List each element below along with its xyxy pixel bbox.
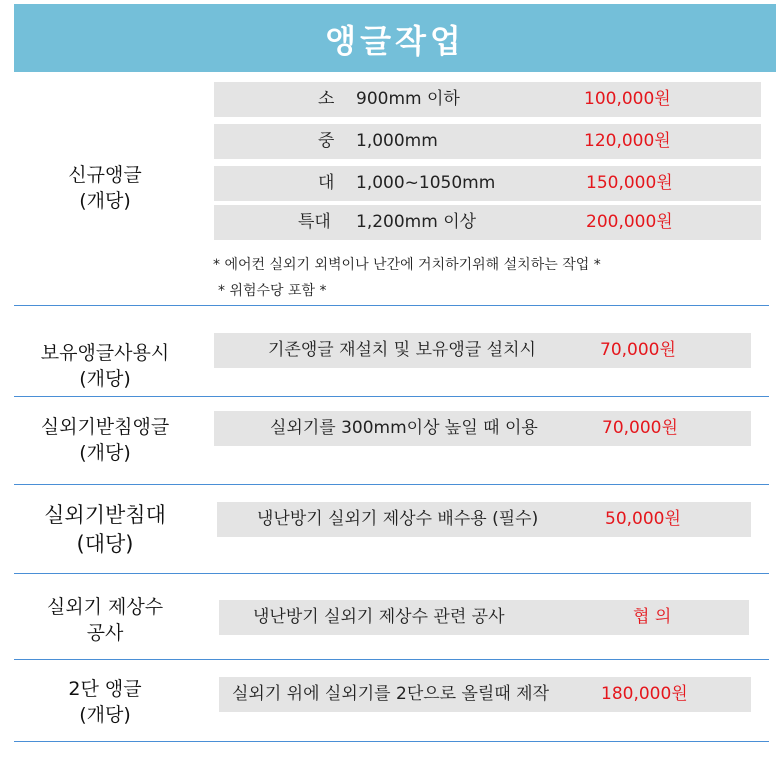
defrost-work-label-line2: 공사	[86, 622, 124, 644]
outdoor-stand-row	[217, 502, 751, 537]
price-value: 120,000원	[584, 131, 671, 151]
title-banner	[14, 4, 776, 72]
existing-angle-label-line1: 보유앵글사용시	[40, 342, 170, 364]
hazard-note: * 위험수당 포함 *	[218, 283, 327, 299]
price-value: 70,000원	[600, 340, 676, 360]
item-desc: 기존앵글 재설치 및 보유앵글 설치시	[268, 340, 536, 360]
divider-6	[14, 741, 769, 742]
existing-angle-label-line2: (개당)	[79, 368, 131, 390]
price-row-large	[214, 166, 761, 201]
outdoor-stand-angle-label	[30, 414, 180, 466]
divider-5	[14, 659, 769, 660]
outdoor-stand-label-line1: 실외기받침대	[44, 503, 166, 527]
price-row-small	[214, 82, 761, 117]
price-value: 150,000원	[586, 173, 673, 193]
item-desc: 실외기 위에 실외기를 2단으로 올릴때 제작	[232, 684, 550, 704]
page-title: 앵글작업	[325, 22, 465, 60]
install-note: * 에어컨 실외기 외벽이나 난간에 거치하기위해 설치하는 작업 *	[213, 257, 601, 273]
two-tier-angle-label-line2: (개당)	[79, 704, 131, 726]
size-desc: 1,200mm 이상	[356, 212, 477, 232]
outdoor-stand-label-line2: (대당)	[76, 532, 134, 556]
item-desc: 실외기를 300mm이상 높일 때 이용	[270, 418, 538, 438]
divider-2	[14, 396, 769, 397]
new-angle-label	[40, 162, 170, 214]
new-angle-label-line1: 신규앵글	[68, 164, 142, 186]
price-row-extra-large	[214, 205, 761, 240]
new-angle-label-line2: (개당)	[79, 190, 131, 212]
divider-1	[14, 305, 769, 306]
size-label: 소	[318, 89, 335, 109]
price-value: 200,000원	[586, 212, 673, 232]
existing-angle-label	[30, 340, 180, 392]
two-tier-angle-row	[219, 677, 751, 712]
price-value: 180,000원	[601, 684, 688, 704]
size-label: 특대	[298, 212, 331, 232]
divider-4	[14, 573, 769, 574]
divider-3	[14, 484, 769, 485]
price-value: 50,000원	[605, 509, 681, 529]
price-value: 70,000원	[602, 418, 678, 438]
defrost-work-label	[25, 594, 185, 646]
defrost-work-label-line1: 실외기 제상수	[46, 596, 164, 618]
price-value: 협 의	[633, 607, 672, 627]
price-value: 100,000원	[584, 89, 671, 109]
size-desc: 900mm 이하	[356, 89, 460, 109]
outdoor-stand-angle-row	[214, 411, 751, 446]
existing-angle-row	[214, 333, 751, 368]
size-desc: 1,000~1050mm	[356, 173, 496, 193]
defrost-work-row	[219, 600, 749, 635]
price-row-medium	[214, 124, 761, 159]
item-desc: 냉난방기 실외기 제상수 배수용 (필수)	[257, 509, 539, 529]
size-label: 중	[318, 131, 335, 151]
two-tier-angle-label	[35, 676, 175, 728]
item-desc: 냉난방기 실외기 제상수 관련 공사	[253, 607, 505, 627]
size-desc: 1,000mm	[356, 131, 438, 151]
outdoor-stand-angle-label-line1: 실외기받침앵글	[40, 416, 170, 438]
outdoor-stand-angle-label-line2: (개당)	[79, 442, 131, 464]
outdoor-stand-label	[30, 501, 180, 559]
two-tier-angle-label-line1: 2단 앵글	[68, 678, 142, 700]
size-label: 대	[318, 173, 335, 193]
